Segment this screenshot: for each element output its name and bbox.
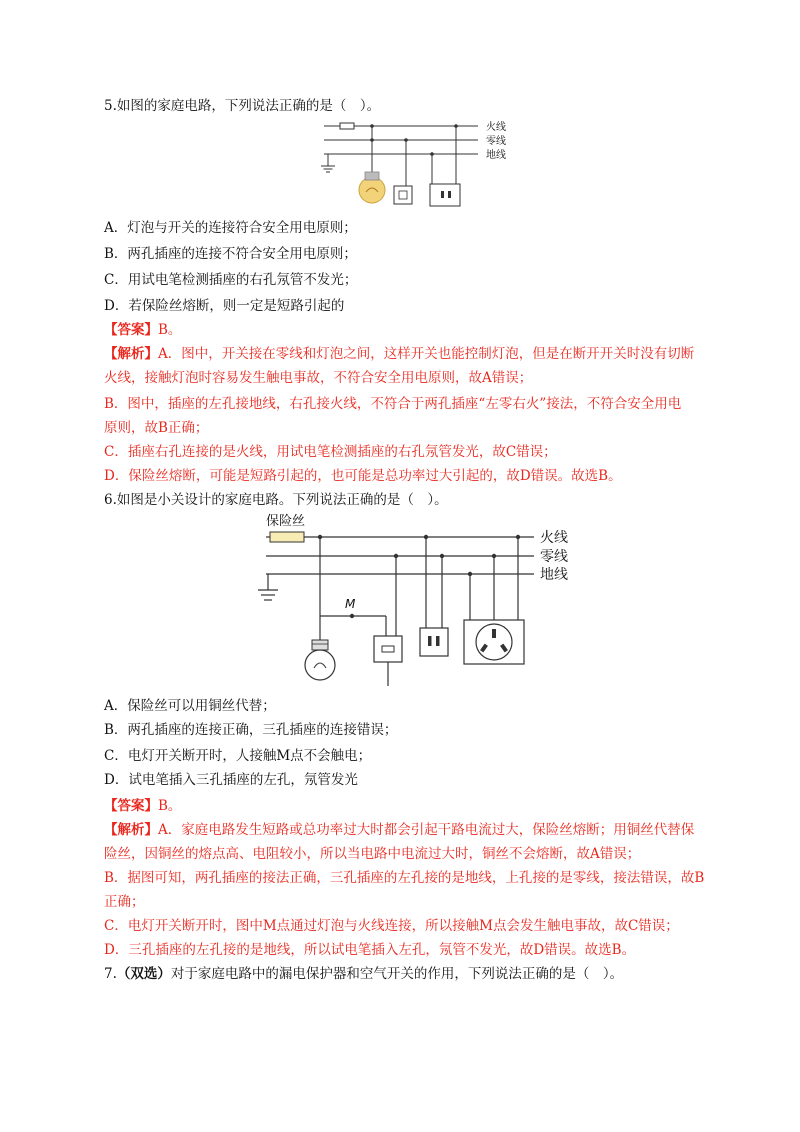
q6-analysis-text-1: A．家庭电路发生短路或总功率过大时都会引起干路电流过大，保险丝熔断；用铜丝代替保 bbox=[158, 822, 695, 838]
q5-live-label: 火线 bbox=[486, 122, 506, 133]
q6-answer-tag: 【答案】 bbox=[104, 798, 158, 814]
q6-analysis-line-1 bbox=[104, 820, 694, 840]
q5-ground-label: 地线 bbox=[486, 150, 506, 161]
q5-answer bbox=[104, 320, 181, 340]
q6-answer bbox=[104, 796, 181, 816]
q6-analysis-line-6: D．三孔插座的左孔接的是地线，所以试电笔插入左孔，氖管不发光，故D错误。故选B。 bbox=[104, 942, 636, 958]
q5-option-d: D．若保险丝熔断，则一定是短路引起的 bbox=[104, 298, 345, 314]
q5-analysis-line-3: B．图中，插座的左孔接地线，右孔接火线，不符合于两孔插座“左零右火”接法，不符合安全用电 bbox=[104, 396, 682, 412]
light-bulb-icon bbox=[359, 172, 385, 203]
q6-fuse-label: 保险丝 bbox=[266, 514, 306, 529]
q6-answer-value: B。 bbox=[158, 798, 182, 814]
q6-circuit-diagram bbox=[258, 510, 578, 690]
q5-analysis-tag: 【解析】 bbox=[104, 346, 158, 362]
q6-analysis-line-5: C．电灯开关断开时，图中M点通过灯泡与火线连接，所以接触M点会发生触电事故，故C错误； bbox=[104, 918, 679, 934]
q6-option-a: A．保险丝可以用铜丝代替； bbox=[104, 698, 276, 714]
q5-analysis-line-1 bbox=[104, 344, 694, 364]
q5-circuit-diagram bbox=[318, 112, 528, 212]
two-hole-socket-icon bbox=[420, 628, 448, 656]
fuse-icon bbox=[340, 123, 354, 129]
q6-analysis-tag: 【解析】 bbox=[104, 822, 158, 838]
q7-stem-line bbox=[104, 964, 623, 984]
q5-neutral-label: 零线 bbox=[486, 136, 506, 147]
q6-option-b: B．两孔插座的连接正确，三孔插座的连接错误； bbox=[104, 722, 398, 738]
q5-analysis-line-6: D．保险丝熔断，可能是短路引起的，也可能是总功率过大引起的，故D错误。故选B。 bbox=[104, 468, 622, 484]
three-hole-socket-icon bbox=[464, 620, 524, 664]
q6-ground-label: 地线 bbox=[540, 567, 568, 583]
q5-option-a: A．灯泡与开关的连接符合安全用电原则； bbox=[104, 220, 357, 236]
q7-number: 7. bbox=[104, 966, 117, 982]
q6-analysis-line-2: 险丝，因铜丝的熔点高、电阻较小，所以当电路中电流过大时，铜丝不会熔断，故A错误； bbox=[104, 846, 641, 862]
q5-answer-value: B。 bbox=[158, 322, 182, 338]
light-bulb-icon bbox=[305, 640, 335, 680]
q7-stem: 对于家庭电路中的漏电保护器和空气开关的作用，下列说法正确的是（ ）。 bbox=[170, 966, 624, 982]
q5-option-b: B．两孔插座的连接不符合安全用电原则； bbox=[104, 246, 357, 262]
q6-live-label: 火线 bbox=[540, 530, 568, 546]
q5-answer-tag: 【答案】 bbox=[104, 322, 158, 338]
switch-box-icon bbox=[394, 186, 412, 204]
q5-analysis-line-2: 火线，接触灯泡时容易发生触电事故，不符合安全用电原则，故A错误； bbox=[104, 370, 533, 386]
q6-stem: 6.如图是小关设计的家庭电路。下列说法正确的是（ ）。 bbox=[104, 492, 448, 508]
fuse-icon bbox=[270, 532, 304, 542]
q6-option-d: D．试电笔插入三孔插座的左孔，氖管发光 bbox=[104, 772, 358, 788]
q5-analysis-line-5: C．插座右孔连接的是火线，用试电笔检测插座的右孔氖管发光，故C错误； bbox=[104, 444, 557, 460]
q6-analysis-line-4: 正确； bbox=[104, 894, 145, 910]
q7-tag: （双选） bbox=[116, 966, 171, 982]
q6-option-c: C．电灯开关断开时，人接触M点不会触电； bbox=[104, 748, 372, 764]
q6-neutral-label: 零线 bbox=[540, 549, 568, 565]
q5-analysis-line-4: 原则，故B正确； bbox=[104, 420, 209, 436]
q5-option-c: C．用试电笔检测插座的右孔氖管不发光； bbox=[104, 272, 358, 288]
q5-analysis-text-1: A．图中，开关接在零线和灯泡之间，这样开关也能控制灯泡，但是在断开开关时没有切断 bbox=[158, 346, 695, 362]
q5-stem: 5.如图的家庭电路，下列说法正确的是（ ）。 bbox=[104, 98, 381, 114]
two-hole-socket-icon bbox=[430, 184, 460, 206]
switch-box-icon bbox=[374, 636, 402, 662]
q6-analysis-line-3: B．据图可知，两孔插座的接法正确，三孔插座的左孔接的是地线，上孔接的是零线，接法错误，故B bbox=[104, 870, 705, 886]
point-m-label: M bbox=[345, 597, 356, 611]
